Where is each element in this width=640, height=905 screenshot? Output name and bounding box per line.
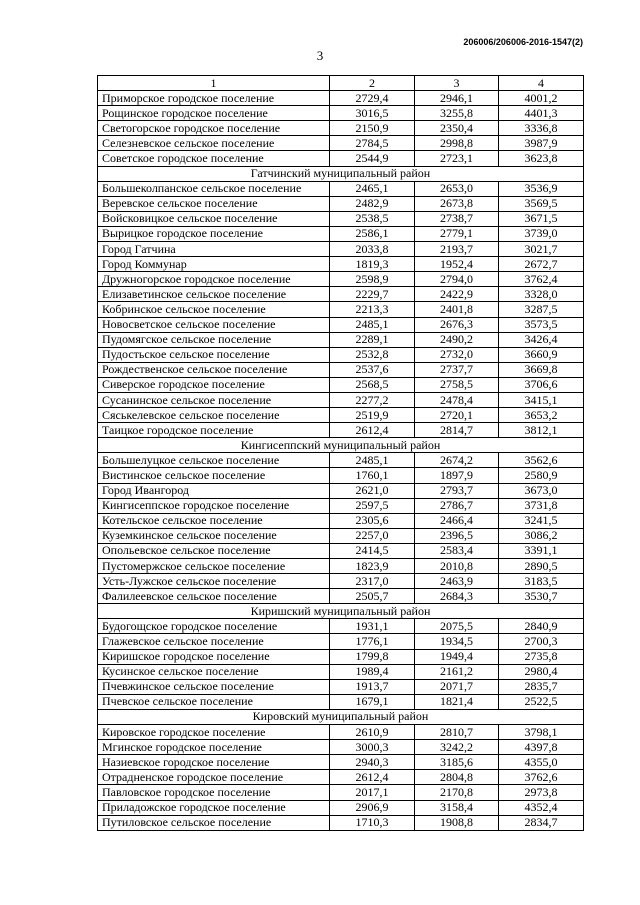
table-row <box>98 423 584 438</box>
value-col-3: 2490,2 <box>415 332 499 347</box>
settlement-name: Отрадненское городское поселение <box>98 770 330 785</box>
value-col-4: 4352,4 <box>499 800 584 815</box>
table-row <box>98 91 584 106</box>
value-col-3: 3255,8 <box>415 106 499 121</box>
table-row <box>98 211 584 226</box>
table-row <box>98 574 584 589</box>
value-col-3: 1952,4 <box>415 257 499 272</box>
value-col-4: 3391,1 <box>499 543 584 558</box>
value-col-4: 3021,7 <box>499 242 584 257</box>
table-row <box>98 528 584 543</box>
value-col-4: 3673,0 <box>499 483 584 498</box>
section-row <box>98 438 584 453</box>
value-col-2: 1823,9 <box>330 559 415 574</box>
value-col-2: 2538,5 <box>330 211 415 226</box>
value-col-4: 2522,5 <box>499 694 584 709</box>
table-row <box>98 740 584 755</box>
value-col-3: 2814,7 <box>415 423 499 438</box>
table-row <box>98 589 584 604</box>
value-col-3: 2422,9 <box>415 287 499 302</box>
value-col-4: 3706,6 <box>499 377 584 392</box>
settlement-name: Сиверское городское поселение <box>98 377 330 392</box>
value-col-2: 2537,6 <box>330 362 415 377</box>
page-number: 3 <box>316 48 324 63</box>
value-col-2: 3000,3 <box>330 740 415 755</box>
table-row <box>98 226 584 241</box>
table-row <box>98 242 584 257</box>
value-col-2: 2505,7 <box>330 589 415 604</box>
table-row <box>98 151 584 166</box>
section-row <box>98 604 584 619</box>
settlement-name: Пчевское сельское поселение <box>98 694 330 709</box>
table-row <box>98 106 584 121</box>
settlement-name: Пустомержское сельское поселение <box>98 559 330 574</box>
section-title: Кировский муниципальный район <box>98 709 584 724</box>
settlement-name: Пудостьское сельское поселение <box>98 347 330 362</box>
table-row <box>98 362 584 377</box>
value-col-4: 3241,5 <box>499 513 584 528</box>
value-col-3: 2810,7 <box>415 725 499 740</box>
table-row <box>98 679 584 694</box>
value-col-3: 2786,7 <box>415 498 499 513</box>
value-col-3: 2463,9 <box>415 574 499 589</box>
settlement-name: Елизаветинское сельское поселение <box>98 287 330 302</box>
value-col-4: 2890,5 <box>499 559 584 574</box>
value-col-4: 3762,4 <box>499 272 584 287</box>
value-col-3: 2396,5 <box>415 528 499 543</box>
settlement-name: Сусанинское сельское поселение <box>98 392 330 407</box>
table-row <box>98 649 584 664</box>
table-row <box>98 694 584 709</box>
value-col-4: 3562,6 <box>499 453 584 468</box>
value-col-2: 2612,4 <box>330 770 415 785</box>
settlement-name: Будогощское городское поселение <box>98 619 330 634</box>
value-col-4: 2980,4 <box>499 664 584 679</box>
settlement-name: Город Коммунар <box>98 257 330 272</box>
settlement-name: Опольевское сельское поселение <box>98 543 330 558</box>
value-col-4: 4355,0 <box>499 755 584 770</box>
value-col-2: 2033,8 <box>330 242 415 257</box>
settlement-name: Путиловское сельское поселение <box>98 815 330 830</box>
table-row <box>98 513 584 528</box>
settlement-name: Куземкинское сельское поселение <box>98 528 330 543</box>
value-col-4: 2672,7 <box>499 257 584 272</box>
value-col-2: 1819,3 <box>330 257 415 272</box>
header-cell: 3 <box>415 76 499 91</box>
settlement-name: Сяськелевское сельское поселение <box>98 408 330 423</box>
value-col-2: 2213,3 <box>330 302 415 317</box>
value-col-3: 2684,3 <box>415 589 499 604</box>
value-col-3: 3185,6 <box>415 755 499 770</box>
value-col-4: 3653,2 <box>499 408 584 423</box>
value-col-4: 3086,2 <box>499 528 584 543</box>
value-col-3: 1934,5 <box>415 634 499 649</box>
settlement-name: Приморское городское поселение <box>98 91 330 106</box>
value-col-3: 2794,0 <box>415 272 499 287</box>
value-col-2: 3016,5 <box>330 106 415 121</box>
table-row <box>98 408 584 423</box>
section-title: Киришский муниципальный район <box>98 604 584 619</box>
table-row <box>98 453 584 468</box>
document-code: 206006/206006-2016-1547(2) <box>463 37 583 47</box>
table-row <box>98 634 584 649</box>
table-row <box>98 272 584 287</box>
section-title: Гатчинский муниципальный район <box>98 166 584 181</box>
value-col-2: 2544,9 <box>330 151 415 166</box>
value-col-4: 3287,5 <box>499 302 584 317</box>
settlement-name: Киришское городское поселение <box>98 649 330 664</box>
settlement-name: Большеколпанское сельское поселение <box>98 181 330 196</box>
value-col-2: 1760,1 <box>330 468 415 483</box>
table-row <box>98 136 584 151</box>
value-col-3: 2478,4 <box>415 392 499 407</box>
settlement-name: Войсковицкое сельское поселение <box>98 211 330 226</box>
value-col-2: 2485,1 <box>330 317 415 332</box>
value-col-2: 2305,6 <box>330 513 415 528</box>
value-col-3: 2673,8 <box>415 196 499 211</box>
value-col-2: 1931,1 <box>330 619 415 634</box>
settlement-name: Мгинское городское поселение <box>98 740 330 755</box>
value-col-4: 3426,4 <box>499 332 584 347</box>
value-col-3: 3242,2 <box>415 740 499 755</box>
value-col-2: 2519,9 <box>330 408 415 423</box>
table-row <box>98 483 584 498</box>
value-col-3: 2010,8 <box>415 559 499 574</box>
value-col-3: 2732,0 <box>415 347 499 362</box>
table-row <box>98 377 584 392</box>
value-col-3: 2946,1 <box>415 91 499 106</box>
value-col-4: 3183,5 <box>499 574 584 589</box>
value-col-2: 2610,9 <box>330 725 415 740</box>
table-row <box>98 559 584 574</box>
value-col-3: 2793,7 <box>415 483 499 498</box>
value-col-3: 2758,5 <box>415 377 499 392</box>
table-row <box>98 196 584 211</box>
value-col-2: 2482,9 <box>330 196 415 211</box>
settlement-name: Кобринское сельское поселение <box>98 302 330 317</box>
table-row <box>98 181 584 196</box>
settlement-name: Рощинское городское поселение <box>98 106 330 121</box>
value-col-2: 2612,4 <box>330 423 415 438</box>
value-col-3: 2401,8 <box>415 302 499 317</box>
table-row <box>98 347 584 362</box>
table-row <box>98 815 584 830</box>
settlement-name: Рождественское сельское поселение <box>98 362 330 377</box>
value-col-4: 2834,7 <box>499 815 584 830</box>
value-col-2: 2257,0 <box>330 528 415 543</box>
value-col-2: 2532,8 <box>330 347 415 362</box>
value-col-3: 3158,4 <box>415 800 499 815</box>
value-col-3: 2720,1 <box>415 408 499 423</box>
table-row <box>98 800 584 815</box>
table-row <box>98 619 584 634</box>
value-col-3: 2723,1 <box>415 151 499 166</box>
value-col-2: 1776,1 <box>330 634 415 649</box>
value-col-2: 2568,5 <box>330 377 415 392</box>
settlement-name: Павловское городское поселение <box>98 785 330 800</box>
settlement-name: Новосветское сельское поселение <box>98 317 330 332</box>
value-col-3: 1897,9 <box>415 468 499 483</box>
header-cell: 2 <box>330 76 415 91</box>
table-row <box>98 302 584 317</box>
value-col-2: 2017,1 <box>330 785 415 800</box>
table-row <box>98 392 584 407</box>
value-col-4: 3336,8 <box>499 121 584 136</box>
table-row <box>98 664 584 679</box>
settlement-name: Назиевское городское поселение <box>98 755 330 770</box>
table-row <box>98 317 584 332</box>
value-col-4: 3669,8 <box>499 362 584 377</box>
table-row <box>98 770 584 785</box>
value-col-2: 2621,0 <box>330 483 415 498</box>
value-col-2: 1710,3 <box>330 815 415 830</box>
value-col-4: 3812,1 <box>499 423 584 438</box>
settlement-name: Кировское городское поселение <box>98 725 330 740</box>
value-col-3: 2193,7 <box>415 242 499 257</box>
table-row <box>98 332 584 347</box>
value-col-4: 3536,9 <box>499 181 584 196</box>
settlement-name: Пчевжинское сельское поселение <box>98 679 330 694</box>
value-col-2: 2784,5 <box>330 136 415 151</box>
settlement-name: Вырицкое городское поселение <box>98 226 330 241</box>
value-col-4: 4397,8 <box>499 740 584 755</box>
value-col-3: 2583,4 <box>415 543 499 558</box>
section-row <box>98 709 584 724</box>
value-col-2: 1799,8 <box>330 649 415 664</box>
value-col-3: 2653,0 <box>415 181 499 196</box>
value-col-4: 3573,5 <box>499 317 584 332</box>
value-col-3: 2075,5 <box>415 619 499 634</box>
value-col-3: 2161,2 <box>415 664 499 679</box>
value-col-3: 2350,4 <box>415 121 499 136</box>
table-row <box>98 755 584 770</box>
value-col-4: 3569,5 <box>499 196 584 211</box>
value-col-4: 3762,6 <box>499 770 584 785</box>
value-col-4: 2840,9 <box>499 619 584 634</box>
value-col-3: 2738,7 <box>415 211 499 226</box>
table-row <box>98 287 584 302</box>
settlement-name: Город Гатчина <box>98 242 330 257</box>
value-col-4: 3731,8 <box>499 498 584 513</box>
value-col-4: 3328,0 <box>499 287 584 302</box>
settlement-name: Веревское сельское поселение <box>98 196 330 211</box>
table-row <box>98 785 584 800</box>
settlement-name: Светогорское городское поселение <box>98 121 330 136</box>
settlement-name: Советское городское поселение <box>98 151 330 166</box>
value-col-3: 1821,4 <box>415 694 499 709</box>
value-col-4: 2580,9 <box>499 468 584 483</box>
value-col-4: 3798,1 <box>499 725 584 740</box>
value-col-2: 1913,7 <box>330 679 415 694</box>
value-col-3: 2737,7 <box>415 362 499 377</box>
value-col-4: 3987,9 <box>499 136 584 151</box>
table-row <box>98 257 584 272</box>
value-col-2: 1679,1 <box>330 694 415 709</box>
value-col-2: 2906,9 <box>330 800 415 815</box>
table-row <box>98 468 584 483</box>
value-col-3: 2779,1 <box>415 226 499 241</box>
value-col-2: 2277,2 <box>330 392 415 407</box>
value-col-3: 2071,7 <box>415 679 499 694</box>
value-col-2: 2597,5 <box>330 498 415 513</box>
value-col-4: 2700,3 <box>499 634 584 649</box>
value-col-3: 2998,8 <box>415 136 499 151</box>
settlement-name: Дружногорское городское поселение <box>98 272 330 287</box>
value-col-2: 2729,4 <box>330 91 415 106</box>
value-col-2: 2317,0 <box>330 574 415 589</box>
value-col-2: 2150,9 <box>330 121 415 136</box>
settlement-name: Вистинское сельское поселение <box>98 468 330 483</box>
table-row <box>98 498 584 513</box>
value-col-2: 2586,1 <box>330 226 415 241</box>
value-col-4: 2973,8 <box>499 785 584 800</box>
header-cell: 1 <box>98 76 330 91</box>
value-col-4: 3739,0 <box>499 226 584 241</box>
value-col-3: 2674,2 <box>415 453 499 468</box>
value-col-2: 1989,4 <box>330 664 415 679</box>
table-header-row <box>98 76 584 91</box>
settlement-name: Селезневское сельское поселение <box>98 136 330 151</box>
settlement-name: Котельское сельское поселение <box>98 513 330 528</box>
settlement-name: Город Ивангород <box>98 483 330 498</box>
table-body <box>98 76 584 831</box>
value-col-2: 2598,9 <box>330 272 415 287</box>
table-row <box>98 121 584 136</box>
value-col-4: 4401,3 <box>499 106 584 121</box>
value-col-4: 3660,9 <box>499 347 584 362</box>
value-col-4: 3530,7 <box>499 589 584 604</box>
settlement-name: Пудомягское сельское поселение <box>98 332 330 347</box>
settlement-name: Большелуцкое сельское поселение <box>98 453 330 468</box>
table-row <box>98 543 584 558</box>
value-col-4: 3415,1 <box>499 392 584 407</box>
value-col-4: 2835,7 <box>499 679 584 694</box>
value-col-4: 3623,8 <box>499 151 584 166</box>
value-col-2: 2229,7 <box>330 287 415 302</box>
settlement-name: Глажевское сельское поселение <box>98 634 330 649</box>
value-col-2: 2289,1 <box>330 332 415 347</box>
value-col-2: 2465,1 <box>330 181 415 196</box>
settlement-name: Усть-Лужское сельское поселение <box>98 574 330 589</box>
section-row <box>98 166 584 181</box>
table-row <box>98 725 584 740</box>
value-col-3: 1908,8 <box>415 815 499 830</box>
value-col-2: 2485,1 <box>330 453 415 468</box>
value-col-2: 2940,3 <box>330 755 415 770</box>
settlement-name: Кингисеппское городское поселение <box>98 498 330 513</box>
settlement-name: Таицкое городское поселение <box>98 423 330 438</box>
value-col-4: 2735,8 <box>499 649 584 664</box>
value-col-3: 2170,8 <box>415 785 499 800</box>
value-col-4: 4001,2 <box>499 91 584 106</box>
value-col-3: 2676,3 <box>415 317 499 332</box>
value-col-3: 1949,4 <box>415 649 499 664</box>
settlement-name: Приладожское городское поселение <box>98 800 330 815</box>
value-col-3: 2466,4 <box>415 513 499 528</box>
settlement-name: Кусинское сельское поселение <box>98 664 330 679</box>
section-title: Кингисеппский муниципальный район <box>98 438 584 453</box>
settlement-name: Фалилеевское сельское поселение <box>98 589 330 604</box>
data-table <box>97 75 584 831</box>
header-cell: 4 <box>499 76 584 91</box>
value-col-4: 3671,5 <box>499 211 584 226</box>
value-col-2: 2414,5 <box>330 543 415 558</box>
value-col-3: 2804,8 <box>415 770 499 785</box>
